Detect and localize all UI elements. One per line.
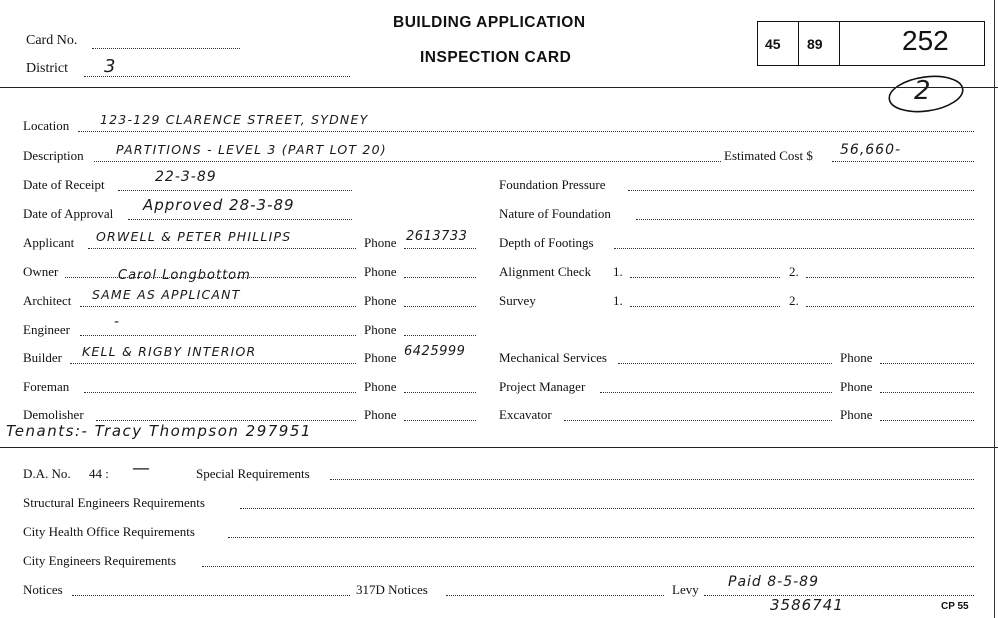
title-line1: BUILDING APPLICATION xyxy=(393,14,586,31)
foreman-phone-line xyxy=(404,392,476,393)
health-label: City Health Office Requirements xyxy=(23,524,195,539)
owner-value: Carol Longbottom xyxy=(118,268,251,283)
builder-label: Builder xyxy=(23,350,62,365)
box-divider-2 xyxy=(839,21,840,65)
title-line2: INSPECTION CARD xyxy=(420,49,572,66)
excavator-phone-line xyxy=(880,420,974,421)
owner-phone-line xyxy=(404,277,476,278)
notices-317d-line xyxy=(446,595,664,596)
survey-two-label: 2. xyxy=(789,293,799,308)
levy-label: Levy xyxy=(672,582,699,597)
project-manager-line xyxy=(600,392,832,393)
description-value: PARTITIONS - LEVEL 3 (PART LOT 20) xyxy=(116,142,387,157)
da-value: 44 : xyxy=(89,466,109,481)
owner-phone-label: Phone xyxy=(364,264,397,279)
foreman-phone-label: Phone xyxy=(364,379,397,394)
estimated-cost-label: Estimated Cost $ xyxy=(724,148,813,163)
survey-one-line xyxy=(630,306,780,307)
description-line xyxy=(94,161,721,162)
notices-317d-label: 317D Notices xyxy=(356,582,428,597)
description-label: Description xyxy=(23,148,84,163)
architect-phone-line xyxy=(404,306,476,307)
applicant-phone-line xyxy=(404,248,476,249)
project-manager-phone-line xyxy=(880,392,974,393)
da-dash: — xyxy=(132,458,151,479)
nature-foundation-label: Nature of Foundation xyxy=(499,206,611,221)
location-line xyxy=(78,131,974,132)
engineer-phone-label: Phone xyxy=(364,322,397,337)
circled-number-value: 2 xyxy=(914,76,932,106)
applicant-label: Applicant xyxy=(23,235,75,250)
excavator-line xyxy=(564,420,832,421)
da-label: D.A. No. xyxy=(23,466,71,481)
engineer-label: Engineer xyxy=(23,322,70,337)
builder-phone-label: Phone xyxy=(364,350,397,365)
requirements-divider xyxy=(0,447,998,448)
excavator-phone-label: Phone xyxy=(840,407,873,422)
engineer-phone-line xyxy=(404,335,476,336)
estimated-cost-line xyxy=(832,161,974,162)
estimated-cost-value: 56,660- xyxy=(840,142,902,158)
date-receipt-line xyxy=(118,190,352,191)
location-value: 123-129 CLARENCE STREET, SYDNEY xyxy=(100,112,369,127)
box-mid-value: 89 xyxy=(807,36,823,52)
date-approval-value: Approved 28-3-89 xyxy=(143,196,295,214)
alignment-one-label: 1. xyxy=(613,264,623,279)
district-label: District xyxy=(26,61,68,76)
foundation-pressure-line xyxy=(628,190,974,191)
nature-foundation-line xyxy=(636,219,974,220)
depth-footings-label: Depth of Footings xyxy=(499,235,594,250)
special-requirements-label: Special Requirements xyxy=(196,466,310,481)
notices-label: Notices xyxy=(23,582,63,597)
city-engineers-line xyxy=(202,566,974,567)
owner-label: Owner xyxy=(23,264,59,279)
date-approval-line xyxy=(128,219,352,220)
special-requirements-line xyxy=(330,479,974,480)
applicant-phone-label: Phone xyxy=(364,235,397,250)
structural-label: Structural Engineers Requirements xyxy=(23,495,205,510)
date-receipt-value: 22-3-89 xyxy=(155,169,217,185)
architect-value: SAME AS APPLICANT xyxy=(92,287,241,302)
mechanical-line xyxy=(618,363,832,364)
box-divider-1 xyxy=(798,21,799,65)
card-number-box xyxy=(757,21,985,66)
survey-one-label: 1. xyxy=(613,293,623,308)
builder-phone-value: 6425999 xyxy=(404,344,466,359)
alignment-two-label: 2. xyxy=(789,264,799,279)
builder-line xyxy=(70,363,356,364)
box-left-value: 45 xyxy=(765,36,781,52)
levy-value: Paid 8-5-89 xyxy=(728,574,819,590)
mechanical-label: Mechanical Services xyxy=(499,350,607,365)
engineer-line xyxy=(80,335,356,336)
demolisher-phone-label: Phone xyxy=(364,407,397,422)
notices-line xyxy=(72,595,350,596)
box-number-value: 252 xyxy=(902,25,949,56)
applicant-value: ORWELL & PETER PHILLIPS xyxy=(96,229,292,244)
project-manager-label: Project Manager xyxy=(499,379,586,394)
demolisher-line xyxy=(96,420,356,421)
excavator-label: Excavator xyxy=(499,407,552,422)
depth-footings-line xyxy=(614,248,974,249)
alignment-check-label: Alignment Check xyxy=(499,264,592,279)
card-no-label: Card No. xyxy=(26,33,78,48)
location-label: Location xyxy=(23,118,70,133)
foreman-label: Foreman xyxy=(23,379,70,394)
health-line xyxy=(228,537,974,538)
builder-value: KELL & RIGBY INTERIOR xyxy=(82,344,257,359)
alignment-two-line xyxy=(806,277,974,278)
demolisher-label: Demolisher xyxy=(23,407,84,422)
tenants-note: Tenants:- Tracy Thompson 297951 xyxy=(6,422,312,440)
levy-receipt: 3586741 xyxy=(770,596,844,614)
applicant-phone-value: 2613733 xyxy=(406,229,468,244)
survey-two-line xyxy=(806,306,974,307)
form-code: CP 55 xyxy=(941,601,969,612)
foundation-pressure-label: Foundation Pressure xyxy=(499,177,606,192)
alignment-one-line xyxy=(630,277,780,278)
header-divider xyxy=(0,87,998,88)
foreman-line xyxy=(84,392,356,393)
date-receipt-label: Date of Receipt xyxy=(23,177,105,192)
mechanical-phone-line xyxy=(880,363,974,364)
district-value: 3 xyxy=(104,56,117,77)
survey-label: Survey xyxy=(499,293,536,308)
date-approval-label: Date of Approval xyxy=(23,206,114,221)
engineer-value: - xyxy=(114,314,121,330)
structural-line xyxy=(240,508,974,509)
architect-label: Architect xyxy=(23,293,72,308)
city-engineers-label: City Engineers Requirements xyxy=(23,553,177,568)
demolisher-phone-line xyxy=(404,420,476,421)
architect-line xyxy=(80,306,356,307)
card-no-line xyxy=(92,48,240,49)
applicant-line xyxy=(88,248,356,249)
project-manager-phone-label: Phone xyxy=(840,379,873,394)
architect-phone-label: Phone xyxy=(364,293,397,308)
district-line xyxy=(84,76,350,77)
right-edge-border xyxy=(994,0,995,618)
mechanical-phone-label: Phone xyxy=(840,350,873,365)
